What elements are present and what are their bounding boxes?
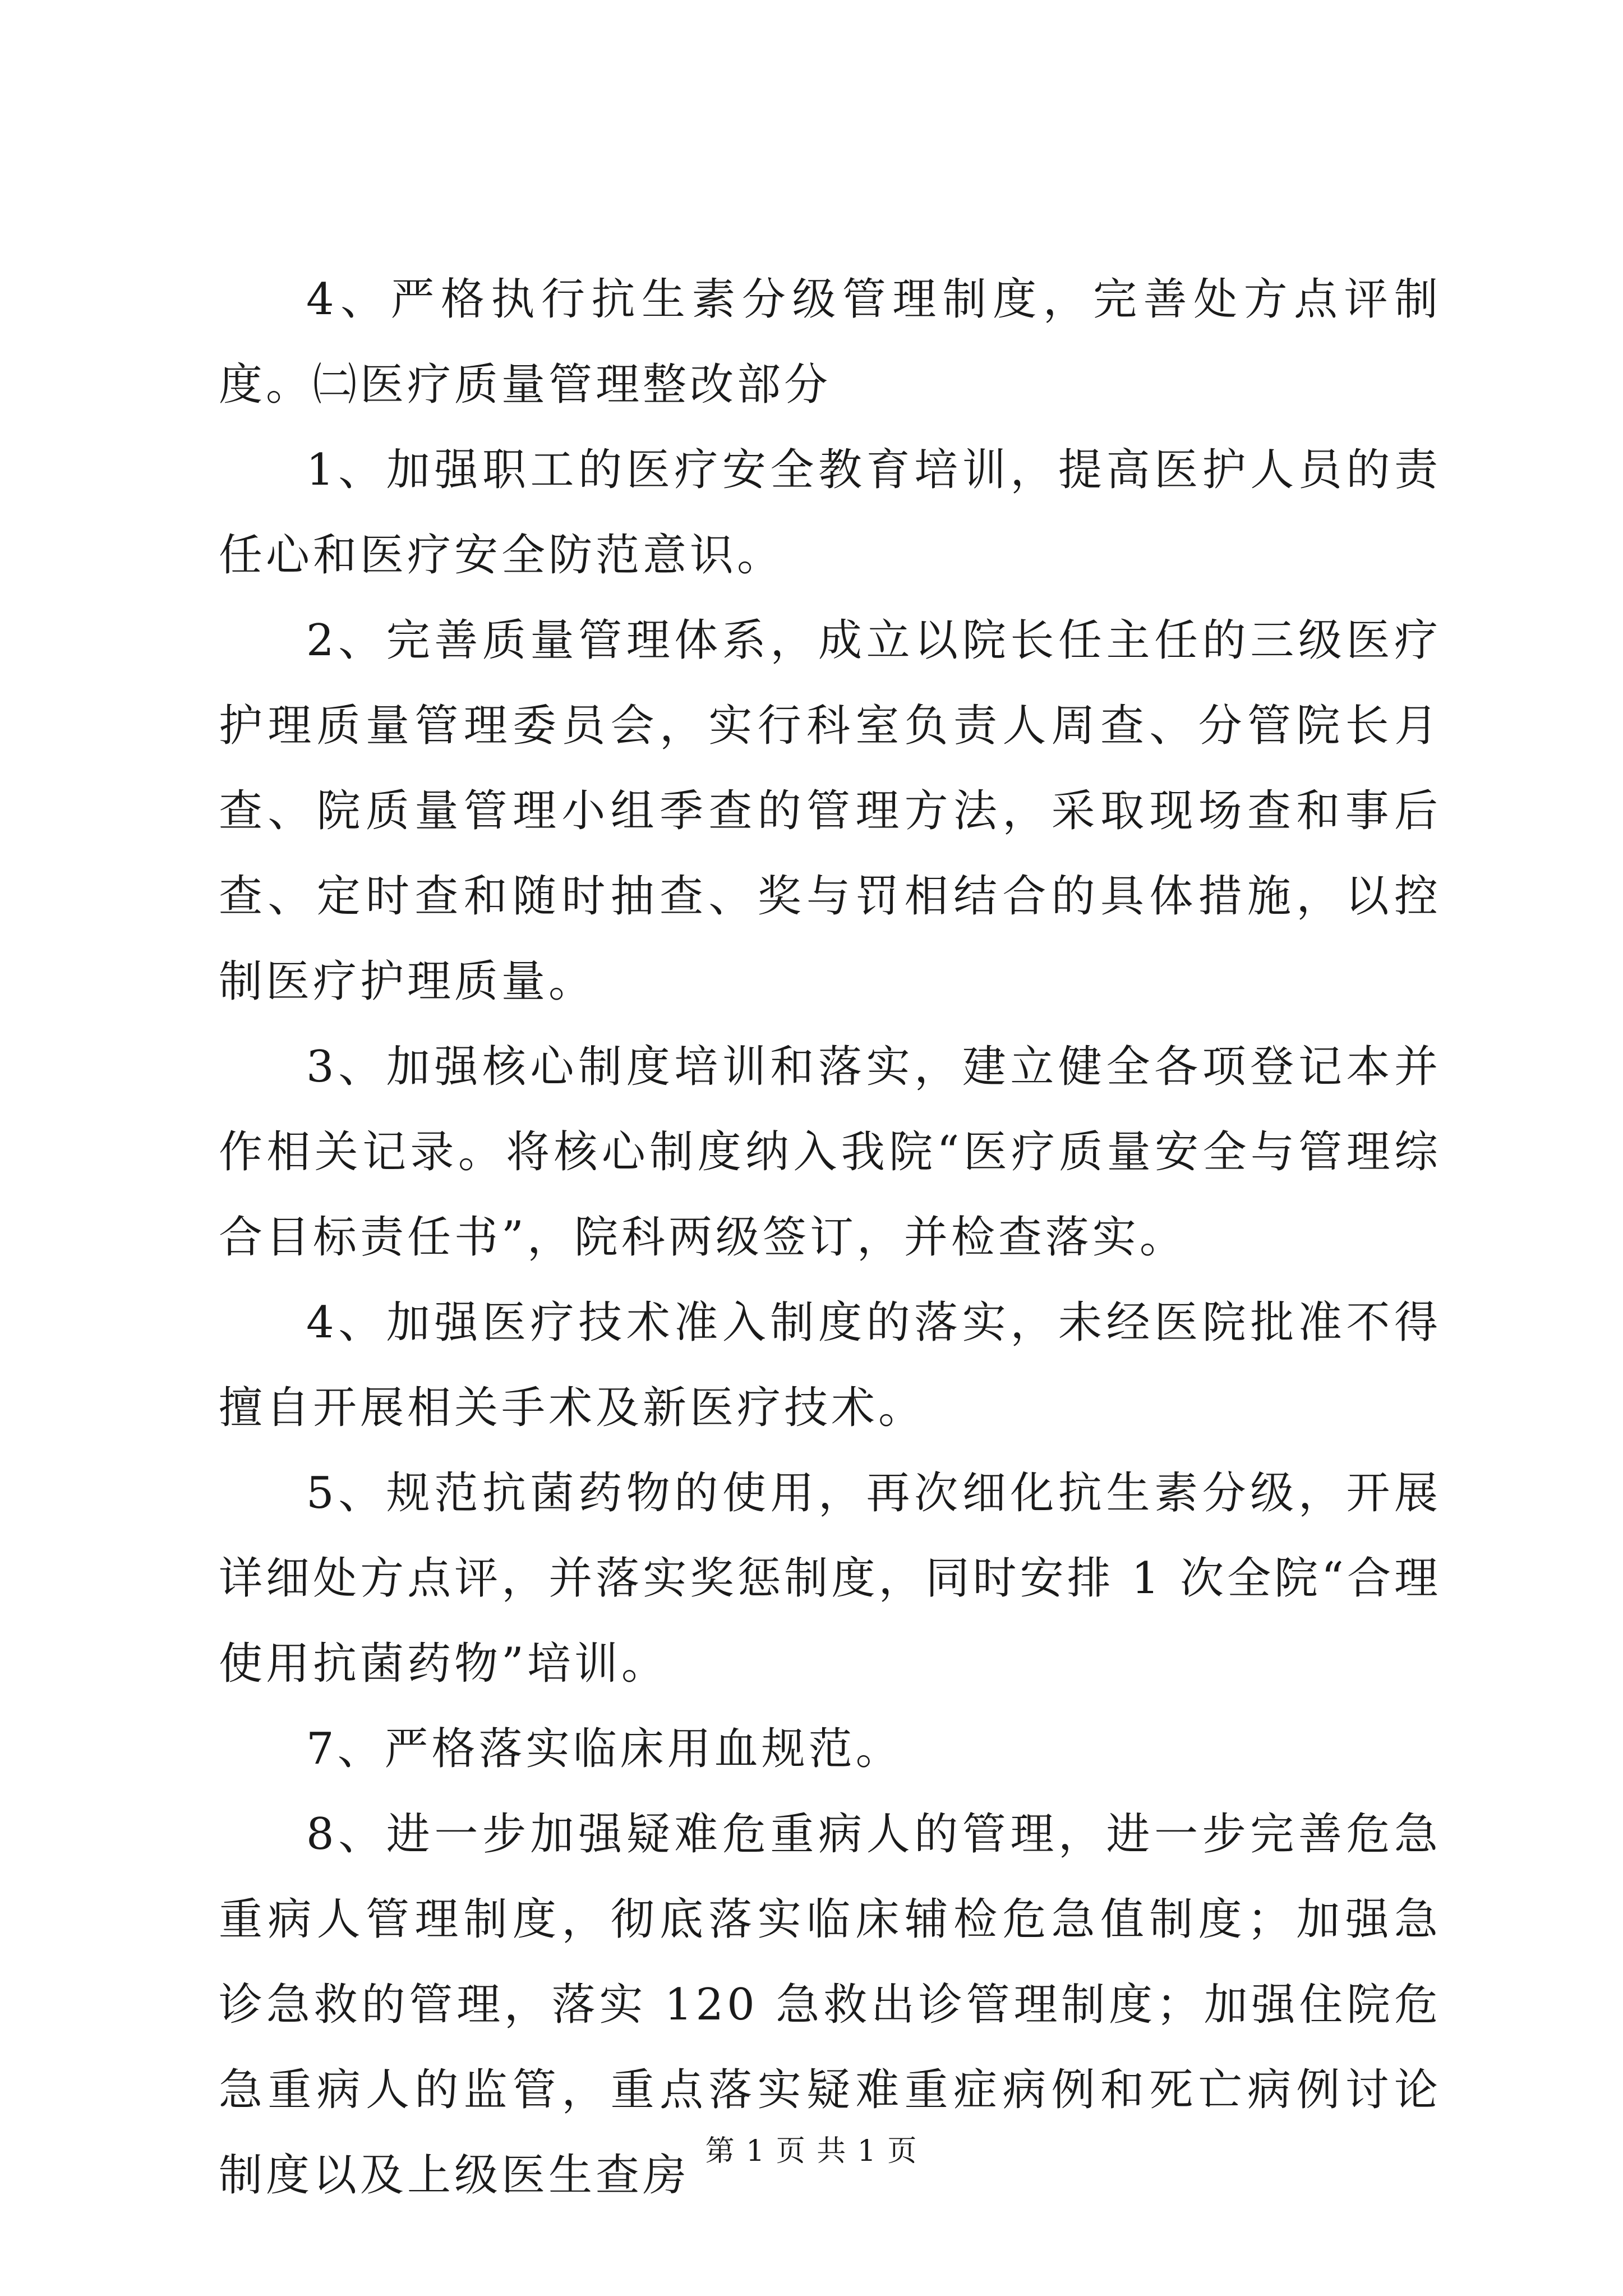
paragraph-item-4-antibiotics: 4、严格执行抗生素分级管理制度，完善处方点评制度。㈡医疗质量管理整改部分 (219, 274, 1441, 410)
paragraph-item-5-antibacterial-use: 5、规范抗菌药物的使用，再次细化抗生素分级，开展详细处方点评，并落实奖惩制度，同时安排 1 次全院“合理使用抗菌药物”培训。 (219, 1468, 1441, 1689)
paragraph-item-7-blood-use: 7、严格落实临床用血规范。 (306, 1724, 903, 1774)
paragraph-item-8-critical-patients: 8、进一步加强疑难危重病人的管理，进一步完善危急重病人管理制度，彻底落实临床辅检危急值制度；加强急诊急救的管理，落实 120 急救出诊管理制度；加强住院危急重病人的监管，重点落实疑难重症病例和死亡病例讨论制度以及上级医生查房 (219, 1809, 1441, 2201)
page-footer: 第 1 页 共 1 页 (705, 2134, 918, 2168)
paragraph-item-4-technology-access: 4、加强医疗技术准入制度的落实，未经医院批准不得擅自开展相关手术及新医疗技术。 (219, 1297, 1441, 1433)
paragraph-item-2-quality-system: 2、完善质量管理体系，成立以院长任主任的三级医疗护理质量管理委员会，实行科室负责人周查、分管院长月查、院质量管理小组季查的管理方法，采取现场查和事后查、定时查和随时抽查、奖与罚相结合的具体措施，以控制医疗护理质量。 (219, 615, 1441, 1007)
document-body (219, 257, 1441, 2218)
paragraph-item-3-core-system: 3、加强核心制度培训和落实，建立健全各项登记本并作相关记录。将核心制度纳入我院“医疗质量安全与管理综合目标责任书”，院科两级签订，并检查落实。 (219, 1042, 1441, 1263)
paragraph-item-1-safety-training: 1、加强职工的医疗安全教育培训，提高医护人员的责任心和医疗安全防范意识。 (219, 445, 1441, 581)
